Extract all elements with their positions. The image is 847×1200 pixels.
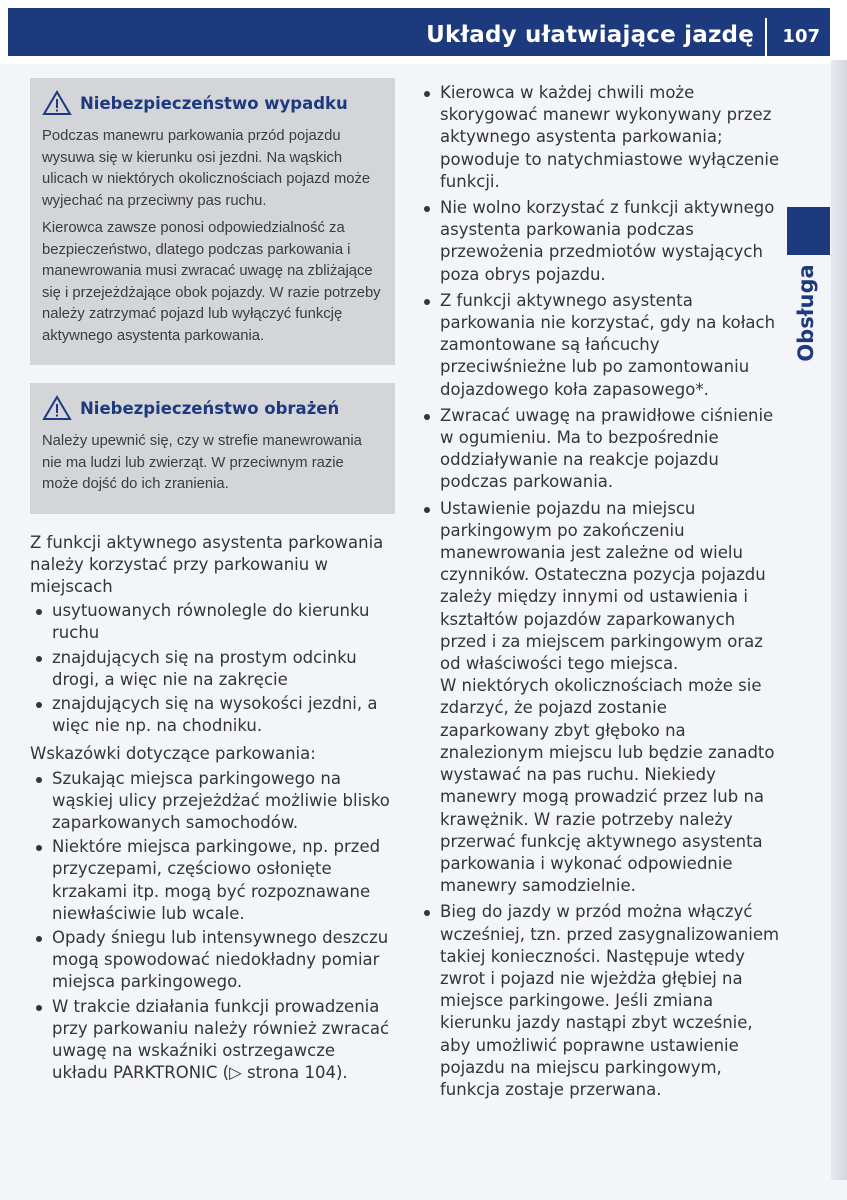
side-tab-label: Obsługa <box>794 264 818 362</box>
list-item: Zwracać uwagę na prawidłowe ciśnienie w ogumieniu. Ma to bezpośrednie oddziaływanie na reakcje pojazdu podczas parkowania. <box>418 405 780 494</box>
list-item: Z funkcji aktywnego asystenta parkowania nie korzystać, gdy na kołach zamontowane są łańcuchy przeciwśnieżne lub po zamontowaniu dojazdowego koła zapasowego*. <box>418 290 780 401</box>
warning-paragraph: Kierowca zawsze ponosi odpowiedzialność za bezpieczeństwo, dlatego podczas parkowania i manewrowania musi zwracać uwagę na zbliżające się i przejeżdżające obok pojazdy. W razie potrzeby należy zatrzymać pojazd lub wyłączyć funkcję aktywnego asystenta parkowania. <box>42 220 381 344</box>
header-divider <box>765 18 767 58</box>
warning-header <box>42 395 383 421</box>
list-item: Szukając miejsca parkingowego na wąskiej ulicy przejeżdżać możliwie blisko zaparkowanych samochodów. <box>30 768 395 835</box>
warning-triangle-icon <box>42 90 72 116</box>
list-item: Nie wolno korzystać z funkcji aktywnego asystenta parkowania podczas przewożenia przedmiotów wystających poza obrys pojazdu. <box>418 197 780 286</box>
intro-paragraph: Z funkcji aktywnego asystenta parkowania należy korzystać przy parkowaniu w miejscach <box>30 532 384 596</box>
chapter-header <box>8 8 830 56</box>
tips-heading: Wskazówki dotyczące parkowania: <box>30 744 316 764</box>
chapter-title: Układy ułatwiające jazdę <box>426 22 754 48</box>
tips-list <box>30 768 395 1085</box>
right-column <box>418 80 780 1107</box>
list-item: Kierowca w każdej chwili może skorygować manewr wykonywany przez aktywnego asystenta parkowania; powoduje to natychmiastowe wyłączenie funkcji. <box>418 82 780 193</box>
list-item: Opady śniegu lub intensywnego deszczu mogą spowodować niedokładny pomiar miejsca parkingowego. <box>30 927 395 994</box>
list-item <box>418 498 780 898</box>
warning-header <box>42 90 383 116</box>
warning-title: Niebezpieczeństwo wypadku <box>80 93 348 113</box>
side-tab-marker <box>787 207 830 255</box>
list-item: Niektóre miejsca parkingowe, np. przed przyczepami, częściowo osłonięte krzakami itp. mogą być rozpoznawane niewłaściwie lub wcale. <box>30 836 395 925</box>
warning-box-accident <box>30 78 395 365</box>
list-item-continuation: W niektórych okolicznościach może sie zdarzyć, że pojazd zostanie zaparkowany zbyt głęboko na znalezionym miejscu lub będzie zanadto wystawać na pas ruchu. Niekiedy manewry mogą prowadzić przez lub na krawężnik. W razie potrzeby należy przerwać funkcję aktywnego asystenta parkowania i wykonać odpowiednie manewry samodzielnie. <box>440 676 775 896</box>
warning-paragraph: Podczas manewru parkowania przód pojazdu wysuwa się w kierunku osi jezdni. Na wąskich ulicach w niektórych okolicznościach pojazd może wyjechać na przeciwny pas ruchu. <box>42 128 371 209</box>
warning-title: Niebezpieczeństwo obrażeń <box>80 398 340 418</box>
list-item: znajdujących się na prostym odcinku drogi, a więc nie na zakręcie <box>30 647 395 691</box>
side-tab <box>780 258 832 368</box>
list-item: znajdujących się na wysokości jezdni, a więc nie np. na chodniku. <box>30 693 395 737</box>
places-list <box>30 600 395 737</box>
page-edge <box>831 60 847 1180</box>
list-item-text: Ustawienie pojazdu na miejscu parkingowym po zakończeniu manewrowania jest zależne od wielu czynników. Ostateczna pozycja pojazdu zależy między innymi od ustawienia i kształtów pojazdów zaparkowanych przed i za miejscem parkingowym oraz od właściwości tego miejsca. <box>440 498 766 674</box>
left-column <box>30 78 395 1090</box>
list-item: usytuowanych równolegle do kierunku ruchu <box>30 600 395 644</box>
list-item: Bieg do jazdy w przód można włączyć wcześniej, tzn. przed zasygnalizowaniem takiej konieczności. Następuje wtedy zwrot i pojazd nie wjeżdża głębiej na miejsce parkingowe. Jeśli zmiana kierunku jazdy nastąpi zbyt wcześnie, aby umożliwić poprawne ustawienie pojazdu na miejscu parkingowym, funkcja zostaje przerwana. <box>418 901 780 1101</box>
notes-list <box>418 82 780 1101</box>
list-item: W trakcie działania funkcji prowadzenia przy parkowaniu należy również zwracać uwagę na wskaźniki ostrzegawcze układu PARKTRONIC (▷ strona 104). <box>30 996 395 1085</box>
warning-box-injury <box>30 383 395 514</box>
warning-triangle-icon <box>42 395 72 421</box>
page-number: 107 <box>782 26 820 47</box>
warning-paragraph: Należy upewnić się, czy w strefie manewrowania nie ma ludzi lub zwierząt. W przeciwnym razie może dojść do ich zranienia. <box>42 433 362 492</box>
